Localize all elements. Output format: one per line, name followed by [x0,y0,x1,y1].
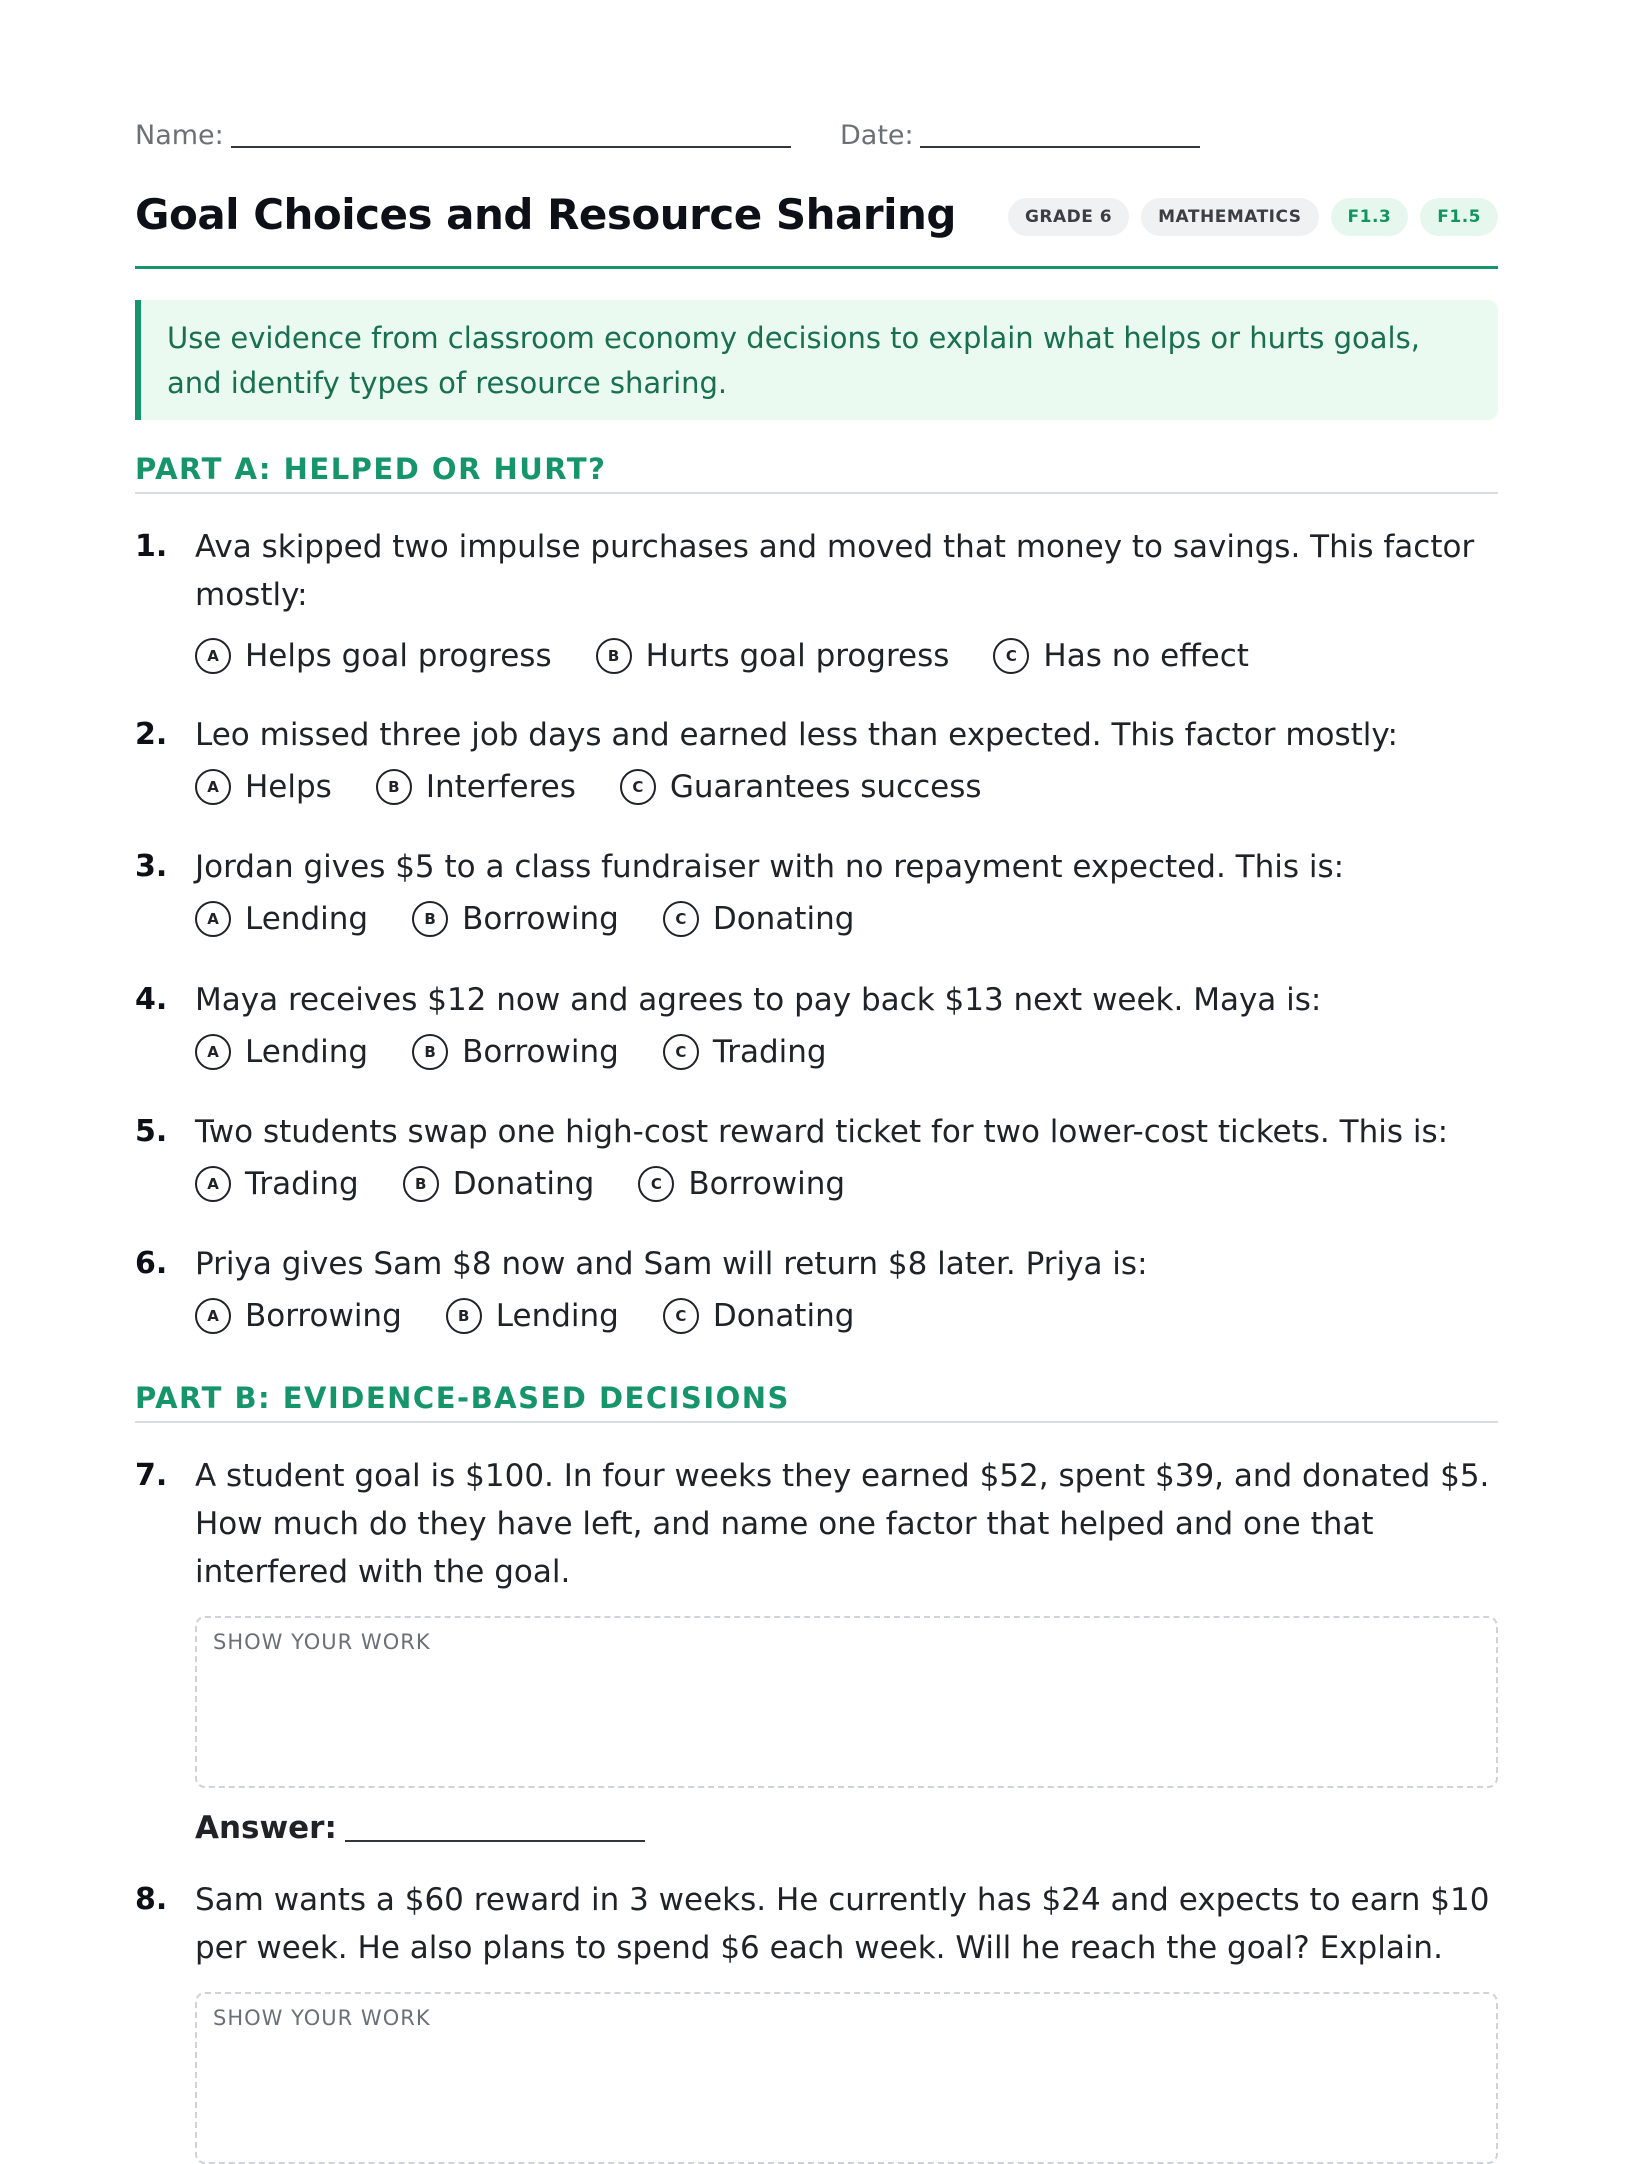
option-bubble[interactable]: C [620,769,656,805]
answer-options [195,769,982,805]
option-c[interactable] [663,1034,827,1070]
option-bubble[interactable]: A [195,1034,231,1070]
work-area-label: SHOW YOUR WORK [213,2006,431,2030]
option-bubble[interactable]: C [663,1034,699,1070]
option-label: Hurts goal progress [645,638,950,674]
option-label: Interferes [425,769,576,805]
option-a[interactable] [195,1034,368,1070]
page-title: Goal Choices and Resource Sharing [135,190,956,239]
question-number: 1. [135,529,168,564]
option-bubble[interactable]: A [195,901,231,937]
option-c[interactable] [638,1166,845,1202]
option-bubble[interactable]: B [412,901,448,937]
option-bubble[interactable]: C [663,1298,699,1334]
answer-options [195,1298,854,1334]
title-divider [135,266,1498,269]
option-bubble[interactable]: A [195,769,231,805]
section-heading-part-b: PART B: EVIDENCE-BASED DECISIONS [135,1381,1498,1423]
standard-badge: F1.5 [1420,198,1498,236]
date-field-line[interactable] [920,146,1200,148]
option-c[interactable] [663,1298,855,1334]
option-a[interactable] [195,901,368,937]
option-bubble[interactable]: B [376,769,412,805]
option-bubble[interactable]: A [195,638,231,674]
work-area-label: SHOW YOUR WORK [213,1630,431,1654]
title-row [135,190,1498,260]
option-bubble[interactable]: B [412,1034,448,1070]
answer-row [195,1810,645,1846]
subject-badge: MATHEMATICS [1141,198,1318,236]
option-bubble[interactable]: B [403,1166,439,1202]
answer-label: Answer: [195,1810,337,1846]
standard-badge: F1.3 [1331,198,1409,236]
option-label: Lending [245,901,369,937]
name-field-line[interactable] [231,146,791,148]
option-a[interactable] [195,1166,359,1202]
question-text: Priya gives Sam $8 now and Sam will return $8 later. Priya is: [195,1246,1148,1282]
badge-group [1008,198,1498,236]
option-bubble[interactable]: B [446,1298,482,1334]
option-label: Borrowing [688,1166,846,1202]
option-label: Donating [712,1298,855,1334]
answer-options [195,1166,845,1202]
answer-options [195,901,854,937]
option-bubble[interactable]: B [596,638,632,674]
option-label: Borrowing [245,1298,402,1334]
option-c[interactable] [663,901,855,937]
option-b[interactable] [596,638,950,674]
name-label: Name: [135,120,224,151]
answer-options [195,638,1249,674]
option-label: Borrowing [462,901,619,937]
question-text: A student goal is $100. In four weeks they earned $52, spent $39, and donated $5. How much do they have left, and name one factor that helped and one that interfered with the goal. [195,1458,1490,1590]
question-number: 2. [135,717,168,752]
option-label: Has no effect [1043,638,1249,674]
section-heading-part-a: PART A: HELPED OR HURT? [135,452,1498,494]
option-a[interactable] [195,769,332,805]
option-bubble[interactable]: A [195,1298,231,1334]
grade-badge: GRADE 6 [1008,198,1129,236]
option-label: Lending [245,1034,369,1070]
question-text: Maya receives $12 now and agrees to pay back $13 next week. Maya is: [195,982,1322,1018]
question-text: Leo missed three job days and earned less than expected. This factor mostly: [195,717,1398,753]
option-bubble[interactable]: C [638,1166,674,1202]
work-area[interactable] [195,1992,1498,2164]
date-label: Date: [840,120,914,151]
option-c[interactable] [993,638,1248,674]
work-area[interactable] [195,1616,1498,1788]
option-label: Lending [495,1298,619,1334]
intro-callout: Use evidence from classroom economy decisions to explain what helps or hurts goals, and identify types of resource sharing. [135,300,1498,420]
question-number: 3. [135,849,168,884]
option-label: Donating [712,901,855,937]
option-bubble[interactable]: C [993,638,1029,674]
option-b[interactable] [446,1298,619,1334]
question-number: 5. [135,1114,168,1149]
option-b[interactable] [376,769,576,805]
question-number: 4. [135,982,168,1017]
question-number: 6. [135,1246,168,1281]
option-a[interactable] [195,638,552,674]
option-label: Helps goal progress [245,638,552,674]
option-bubble[interactable]: C [663,901,699,937]
option-bubble[interactable]: A [195,1166,231,1202]
question-text: Two students swap one high-cost reward ticket for two lower-cost tickets. This is: [195,1114,1449,1150]
option-label: Helps [245,769,332,805]
option-label: Trading [245,1166,359,1202]
option-label: Trading [712,1034,827,1070]
question-number: 8. [135,1882,168,1917]
name-date-row [135,120,1498,160]
option-b[interactable] [412,1034,619,1070]
option-a[interactable] [195,1298,402,1334]
option-label: Borrowing [462,1034,619,1070]
answer-options [195,1034,827,1070]
option-b[interactable] [403,1166,595,1202]
question-number: 7. [135,1458,168,1493]
option-label: Guarantees success [669,769,982,805]
question-text: Ava skipped two impulse purchases and moved that money to savings. This factor mostly: [195,529,1475,613]
option-b[interactable] [412,901,619,937]
option-label: Donating [452,1166,595,1202]
question-text: Jordan gives $5 to a class fundraiser with no repayment expected. This is: [195,849,1345,885]
question-text: Sam wants a $60 reward in 3 weeks. He currently has $24 and expects to earn $10 per week. He also plans to spend $6 each week. Will he reach the goal? Explain. [195,1882,1490,1966]
option-c[interactable] [620,769,982,805]
answer-line[interactable] [345,1840,645,1842]
